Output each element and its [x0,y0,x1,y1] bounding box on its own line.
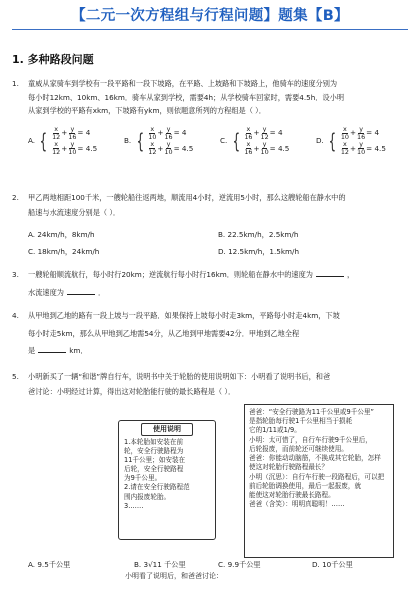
equation-system [134,126,194,156]
manual-line: 后轮，安全行驶路程 [124,465,184,474]
equation: $\frac{x}{10}$ + $\frac{y}{16}$ = 4 [340,125,380,141]
dialog-line: 爸爸（含笑）：明明真聪明！…… [249,500,345,509]
manual-line: 2.请在安全行驶路程范 [124,483,190,492]
equation: $\frac{x}{12}$ + $\frac{y}{16}$ = 4 [52,125,91,141]
equation-system [37,126,97,156]
option-label: B. [124,135,134,145]
question-text: ， [347,270,355,279]
equation: $\frac{x}{16}$ + $\frac{y}{12}$ = 4 [244,125,283,141]
question-text: 小明新买了一辆“和谐”牌自行车，说明书中关于轮胎的使用说明如下：小明看了说明书后，和爸 [28,372,331,381]
manual-box [118,420,216,540]
question-5 [12,372,408,396]
option-c[interactable] [220,126,289,156]
option-a[interactable] [28,126,97,156]
manual-line: 轮，安全行驶路程为 [124,447,184,456]
question-text: 每小时12km、10km、16km．骑车从家到学校，需要4h；从学校骑车回家时，需要4.5h．设小明 [28,92,345,102]
dialog-line: 前后轮胎调换使用，最后一起报废，就 [249,481,362,490]
option-label: A. [28,135,38,145]
question-text: 爸讨论：小明经过计算，得出这对轮胎能行驶的最长路程是（ ）． [28,386,236,396]
dialog-line: 小明：太可惜了，自行车行驶9千公里后， [249,435,372,444]
question-number: 2. [12,193,19,202]
section-title: 1. 多种路段问题 [12,53,94,66]
dialog-line: 能使这对轮胎行驶最长路程。 [249,490,335,499]
brace-icon: { [328,128,337,153]
manual-line: 1.本轮胎如安装在前 [124,438,184,446]
equation: $\frac{x}{12}$ + $\frac{y}{10}$ = 4.5 [52,140,98,157]
dialog-line: 它的1/11或1/9。 [249,426,301,435]
manual-body [124,438,210,511]
option-d[interactable] [316,126,386,156]
question-number: 5. [12,372,19,381]
equation-system [230,126,290,156]
option-b[interactable]: B. 3√11 千公里 [134,560,186,569]
option-label: C. [220,135,230,145]
option-b[interactable] [124,126,193,156]
question-text: 一艘轮船顺流航行，每小时行20km；逆流航行每小时行16km．则轮船在静水中的速度为 [28,270,313,279]
question-text: 水流速度为 [28,287,64,297]
question-number: 3. [12,270,19,279]
dialog-line: 爸爸：你能动动脑筋，不换成其它轮胎，怎样 [249,454,381,463]
equation: $\frac{x}{12}$ + $\frac{y}{10}$ = 4.5 [340,140,386,157]
question-text: 从甲地到乙地的路有一段上坡与一段平路．如果保持上坡每小时走3km，平路每小时走4km，下坡 [28,311,340,320]
brace-icon: { [39,128,48,153]
question-number: 1. [12,79,19,88]
question-3 [12,270,408,297]
option-a[interactable]: A. 9.5千公里 [28,560,71,569]
option-d[interactable]: D. 10千公里 [312,560,353,569]
question-number: 4. [12,311,19,320]
option-b[interactable]: B. 22.5km/h，2.5km/h [218,230,299,239]
option-label: D. [316,135,327,145]
page-title: 【二元一次方程组与行程问题】题集【B】 [71,8,349,24]
question-1-options [0,126,420,160]
dialog-box [244,404,394,558]
option-d[interactable]: D. 12.5km/h，1.5km/h [218,247,300,256]
dialog-line: 后轮报废，而前轮还可继续使用。 [249,444,348,453]
option-c[interactable]: C. 18km/h，24km/h [28,247,100,256]
question-1 [12,79,408,116]
figure-caption: 小明看了说明后，和爸爸讨论： [125,572,223,580]
answer-blank[interactable] [316,276,344,277]
dialog-line: 是指轮胎每行驶1千公里相当于损耗 [249,417,353,426]
question-text: 每小时走5km，那么从甲地到乙地需54分，从乙地到甲地需要42分．甲地到乙地全程 [28,328,300,338]
manual-title: 使用说明 [141,423,193,436]
dialog-line: 小明（沉思）：自行车行驶一段路程后，可以把 [249,472,385,481]
manual-line: 为9千公里。 [124,474,162,483]
question-2 [12,193,408,217]
manual-line: 11千公里；如安装在 [124,456,186,465]
question-text: km． [69,346,88,356]
equation: $\frac{x}{10}$ + $\frac{y}{16}$ = 4 [148,125,187,141]
equation-system [326,126,386,156]
question-4 [12,311,408,356]
brace-icon: { [136,128,144,153]
manual-line: 围内报废轮胎。 [124,492,171,501]
question-text: 童威从家骑车到学校有一段平路和一段下坡路，在平路、上坡路和下坡路上，他骑车的速度分别为 [28,79,338,88]
question-text: 从家到学校的平路有xkm，下坡路有ykm，则依题意所列的方程组是（ ）． [28,106,266,116]
dialog-line: 爸爸：“安全行驶路为11千公里或9千公里” [249,408,374,416]
option-a[interactable]: A. 24km/h，8km/h [28,230,95,239]
question-text: 是 [28,346,36,356]
question-text: 甲乙两地相距100千米，一艘轮船往返两地，顺流用4小时，逆流用5小时，那么这艘轮船在静水中的 [28,193,346,202]
brace-icon: { [232,128,240,153]
equation: $\frac{x}{16}$ + $\frac{y}{10}$ = 4.5 [244,140,290,157]
equation: $\frac{x}{12}$ + $\frac{y}{10}$ = 4.5 [148,140,194,157]
option-c[interactable]: C. 9.9千公里 [218,560,261,569]
answer-blank[interactable] [67,294,95,295]
dialog-body [249,408,389,509]
answer-blank[interactable] [38,352,66,353]
question-text: 船速与水流速度分别是（ ）． [28,207,121,217]
manual-line: 3.…… [124,501,144,510]
title-divider [12,29,408,30]
question-text: ． [97,287,106,297]
dialog-line: 使这对轮胎行驶路程最长？ [249,463,329,472]
